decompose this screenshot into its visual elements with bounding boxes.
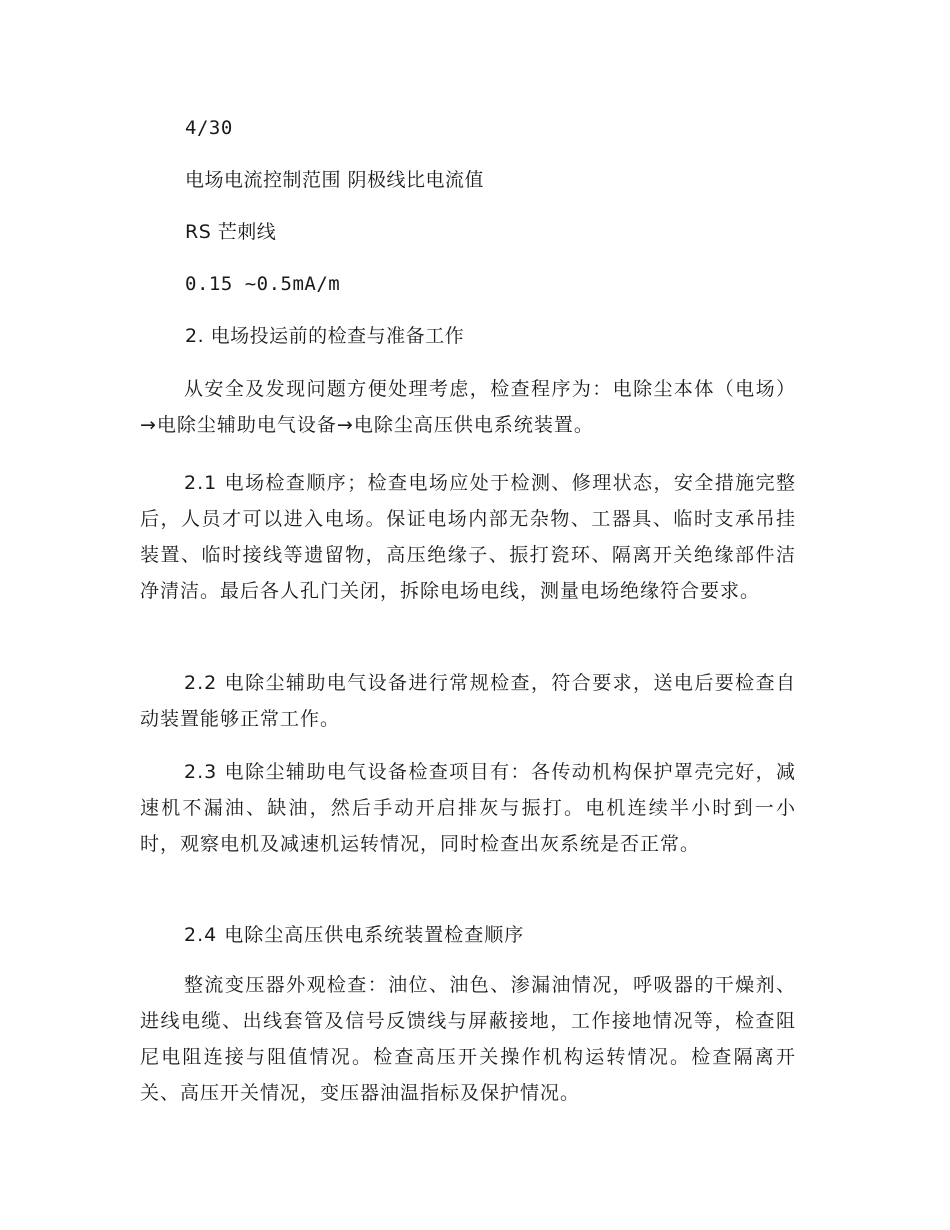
- current-range-heading: 电场电流控制范围 阴极线比电流值: [185, 169, 485, 191]
- section-2-title: 2. 电场投运前的检查与准备工作: [185, 325, 465, 347]
- paragraph-transformer-check: 整流变压器外观检查：油位、油色、渗漏油情况，呼吸器的干燥剂、进线电缆、出线套管及信号反馈线与屏蔽接地，工作接地情况等，检查阻尼电阻连接与阻值情况。检查高压开关操作机构运转情况。检查隔离开关、高压开关情况，变压器油温指标及保护情况。: [140, 974, 796, 1104]
- wire-type-line: RS 芒刺线: [185, 221, 277, 243]
- paragraph-2-3: 2.3 电除尘辅助电气设备检查项目有：各传动机构保护罩壳完好，减速机不漏油、缺油，然后手动开启排灰与振打。电机连续半小时到一小时，观察电机及减速机运转情况，同时检查出灰系统是否正常。: [140, 761, 796, 855]
- paragraph-2-1: 2.1 电场检查顺序；检查电场应处于检测、修理状态，安全措施完整后，人员才可以进入电场。保证电场内部无杂物、工器具、临时支承吊挂装置、临时接线等遗留物，高压绝缘子、振打瓷环、隔离开关绝缘部件洁净清洁。最后各人孔门关闭，拆除电场电线，测量电场绝缘符合要求。: [140, 472, 796, 602]
- current-range-value: 0.15 ~0.5mA/m: [185, 273, 341, 295]
- paragraph-2-4-title: 2.4 电除尘高压供电系统装置检查顺序: [184, 924, 525, 946]
- page-number: 4/30: [185, 117, 233, 139]
- paragraph-2-2: 2.2 电除尘辅助电气设备进行常规检查，符合要求，送电后要检查自动装置能够正常工作。: [140, 672, 796, 730]
- paragraph-inspection-order: 从安全及发现问题方便处理考虑，检查程序为：电除尘本体（电场）→电除尘辅助电气设备→电除尘高压供电系统装置。: [140, 378, 796, 436]
